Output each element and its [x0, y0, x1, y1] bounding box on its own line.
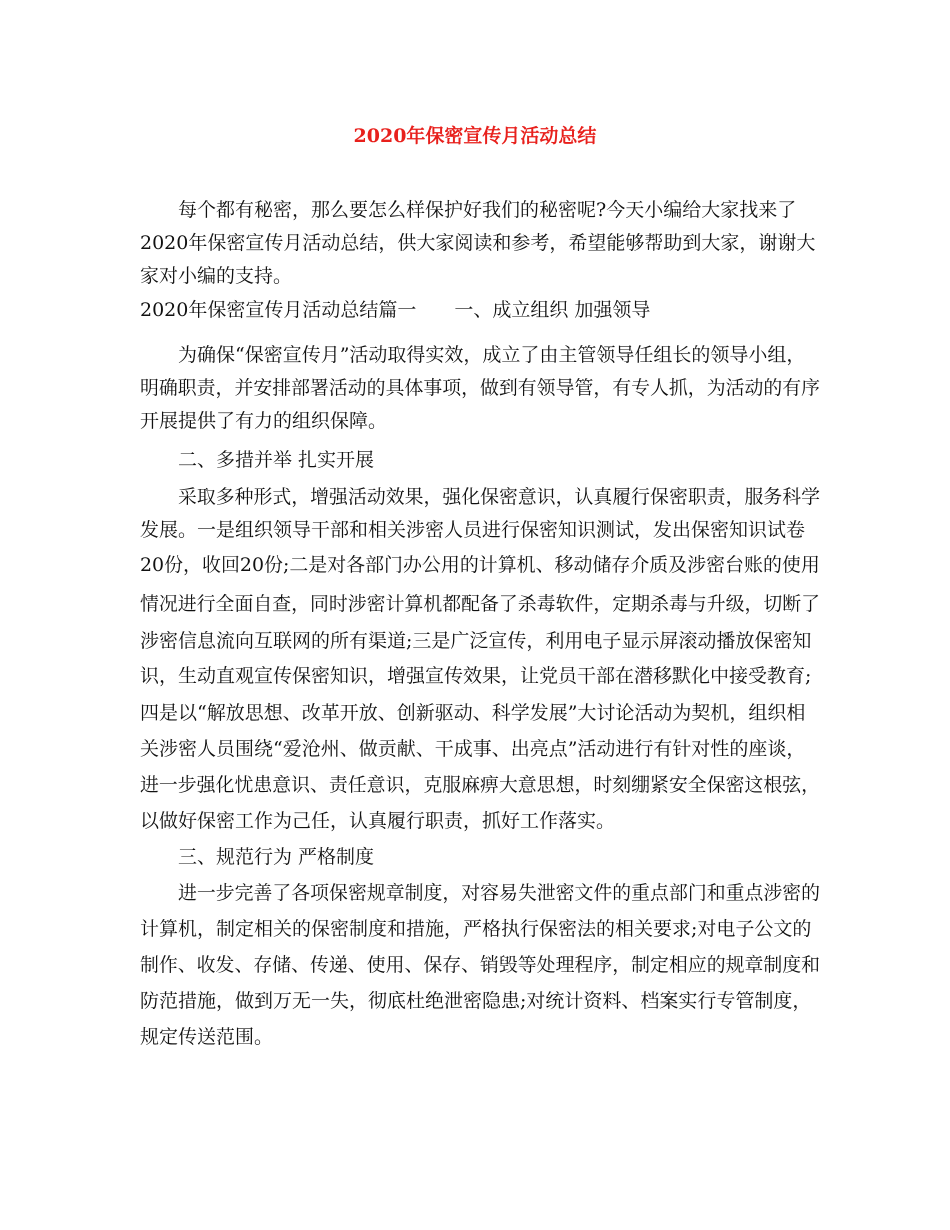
text-line: 防范措施，做到万无一失，彻底杜绝泄密隐患;对统计资料、档案实行专管制度， [140, 990, 812, 1012]
text-line: 情况进行全面自查，同时涉密计算机都配备了杀毒软件，定期杀毒与升级，切断了 [140, 593, 821, 615]
section-heading: 三、规范行为 严格制度 [178, 846, 375, 868]
text-line: 进一步完善了各项保密规章制度，对容易失泄密文件的重点部门和重点涉密的 [178, 882, 821, 904]
text-line: 为确保“保密宣传月”活动取得实效，成立了由主管领导任组长的领导小组， [178, 344, 806, 366]
section-heading: 二、多措并举 扎实开展 [178, 449, 375, 471]
text-line: 识，生动直观宣传保密知识，增强宣传效果，让党员干部在潜移默化中接受教育; [140, 665, 812, 687]
text-line: 发展。一是组织领导干部和相关涉密人员进行保密知识测试，发出保密知识试卷 [140, 519, 806, 541]
text-line: 规定传送范围。 [140, 1026, 274, 1048]
text-line: 开展提供了有力的组织保障。 [140, 410, 388, 432]
document-title: 2020年保密宣传月活动总结 [353, 125, 597, 147]
text-line: 2020年保密宣传月活动总结，供大家阅读和参考，希望能够帮助到大家，谢谢大 [140, 232, 816, 254]
text-line: 采取多种形式，增强活动效果，强化保密意识，认真履行保密职责，服务科学 [178, 486, 821, 508]
text-line: 关涉密人员围绕“爱沧州、做贡献、干成事、出亮点”活动进行有针对性的座谈， [140, 738, 806, 760]
text-line: 涉密信息流向互联网的所有渠道;三是广泛宣传，利用电子显示屏滚动播放保密知 [140, 630, 812, 652]
text-line: 四是以“解放思想、改革开放、创新驱动、科学发展”大讨论活动为契机，组织相 [140, 702, 806, 724]
text-line: 家对小编的支持。 [140, 265, 293, 287]
text-line: 明确职责，并安排部署活动的具体事项，做到有领导管，有专人抓，为活动的有序 [140, 377, 821, 399]
section-heading: 2020年保密宣传月活动总结篇一 一、成立组织 加强领导 [140, 299, 651, 321]
text-line: 每个都有秘密，那么要怎么样保护好我们的秘密呢?今天小编给大家找来了 [178, 199, 797, 221]
text-line: 进一步强化忧患意识、责任意识，克服麻痹大意思想，时刻绷紧安全保密这根弦， [140, 774, 821, 796]
text-line: 20份，收回20份;二是对各部门办公用的计算机、移动储存介质及涉密台账的使用 [140, 554, 820, 576]
text-line: 制作、收发、存储、传递、使用、保存、销毁等处理程序，制定相应的规章制度和 [140, 954, 821, 976]
text-line: 以做好保密工作为己任，认真履行职责，抓好工作落实。 [140, 810, 616, 832]
text-line: 计算机，制定相关的保密制度和措施，严格执行保密法的相关要求;对电子公文的 [140, 918, 812, 940]
